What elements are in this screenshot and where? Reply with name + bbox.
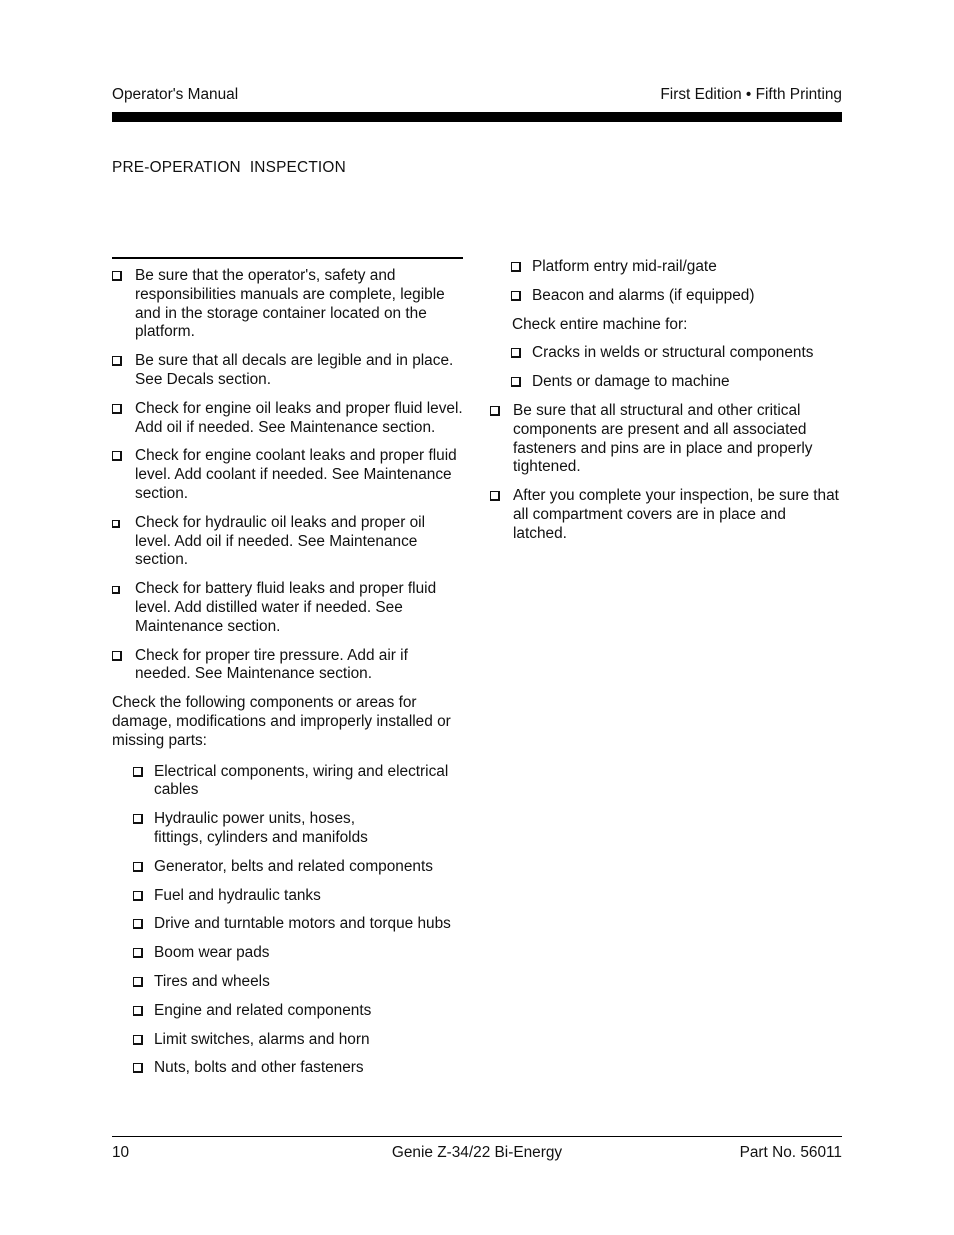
checkbox-icon <box>511 348 521 358</box>
checklist-item <box>112 514 463 570</box>
component-item-text: Beacon and alarms (if equipped) <box>532 286 755 304</box>
checklist-item-text: Be sure that the operator's, safety and responsibilities manuals are complete, legible and in the storage container located on the platform. <box>135 267 445 341</box>
checkbox-icon <box>112 451 122 461</box>
checkbox-icon <box>133 1006 143 1016</box>
header-manual-title: Operator's Manual <box>112 86 239 103</box>
page-number: 10 <box>112 1144 130 1161</box>
checklist-item <box>490 402 842 477</box>
checkbox-icon <box>133 977 143 987</box>
checklist-item <box>112 447 463 503</box>
checkbox-icon <box>112 356 122 366</box>
component-item <box>133 763 463 801</box>
checklist-item <box>112 580 463 636</box>
checkbox-icon <box>112 520 120 528</box>
component-item <box>133 944 463 963</box>
checklist-item-text: Check for engine coolant leaks and proper fluid level. Add coolant if needed. See Maintenance section. <box>135 447 457 502</box>
component-item <box>133 1002 463 1021</box>
checkbox-icon <box>112 586 120 594</box>
component-item-text: Boom wear pads <box>154 944 270 962</box>
component-item <box>133 1031 463 1050</box>
checkbox-icon <box>511 291 521 301</box>
machine-item-text: Cracks in welds or structural components <box>532 344 814 362</box>
component-item <box>133 810 463 848</box>
footer-part-number: Part No. 56011 <box>739 1144 842 1161</box>
checklist-item-text: After you complete your inspection, be sure that all compartment covers are in place and latched. <box>513 487 839 542</box>
component-item-text: Hydraulic power units, hoses, fittings, cylinders and manifolds <box>154 810 368 846</box>
checklist-item <box>112 352 463 390</box>
checklist-item <box>112 400 463 438</box>
component-item-text: Tires and wheels <box>154 972 270 990</box>
component-item <box>133 973 463 992</box>
machine-item <box>511 373 842 392</box>
component-item-text: Platform entry mid-rail/gate <box>532 258 717 275</box>
checklist-item-text: Check for proper tire pressure. Add air if needed. See Maintenance section. <box>135 646 408 683</box>
checkbox-icon <box>133 862 143 872</box>
component-item <box>133 887 463 906</box>
checklist-item-text: Check for battery fluid leaks and proper fluid level. Add distilled water if needed. See Maintenance section. <box>135 580 437 635</box>
component-item-text: Generator, belts and related components <box>154 857 433 875</box>
checkbox-icon <box>133 1063 143 1073</box>
checklist-item <box>112 647 463 685</box>
component-item-text: Engine and related components <box>154 1001 372 1019</box>
checkbox-icon <box>133 814 143 824</box>
right-column <box>490 258 842 554</box>
checkbox-icon <box>133 767 143 777</box>
header-edition: First Edition • Fifth Printing <box>660 86 842 103</box>
components-intro: Check the following components or areas for damage, modifications and improperly installed or missing parts: <box>112 694 451 749</box>
checklist-item <box>490 487 842 543</box>
checklist-item-text: Be sure that all structural and other critical components are present and all associated fasteners and pins are in place and properly tightened. <box>513 401 813 476</box>
component-item <box>511 287 842 306</box>
checklist-item-text: Check for engine oil leaks and proper fluid level. Add oil if needed. See Maintenance section. <box>135 399 463 436</box>
checkbox-icon <box>490 406 500 416</box>
section-title: PRE-OPERATION INSPECTION <box>112 159 346 176</box>
checkbox-icon <box>511 377 521 387</box>
checkbox-icon <box>133 919 143 929</box>
footer-rule <box>112 1136 842 1137</box>
component-item-text: Drive and turntable motors and torque hubs <box>154 915 451 933</box>
component-item-text: Fuel and hydraulic tanks <box>154 886 321 904</box>
component-item <box>511 258 842 277</box>
component-item <box>133 1059 463 1078</box>
left-column <box>112 257 463 1088</box>
component-item-text: Electrical components, wiring and electrical cables <box>154 762 449 799</box>
header-bar <box>112 112 842 122</box>
checkbox-icon <box>490 491 500 501</box>
checkbox-icon <box>511 262 521 272</box>
component-item <box>133 858 463 877</box>
component-item-text: Nuts, bolts and other fasteners <box>154 1059 364 1077</box>
checkbox-icon <box>112 651 122 661</box>
checklist-item-text: Be sure that all decals are legible and in place. See Decals section. <box>135 352 454 388</box>
component-item-text: Limit switches, alarms and horn <box>154 1030 370 1048</box>
checkbox-icon <box>133 891 143 901</box>
component-item <box>133 915 463 934</box>
footer-model: Genie Z-34/22 Bi-Energy <box>391 1144 563 1161</box>
checkbox-icon <box>112 271 122 281</box>
machine-item-text: Dents or damage to machine <box>532 373 730 391</box>
checkbox-icon <box>112 404 122 414</box>
checkbox-icon <box>133 1035 143 1045</box>
checkbox-icon <box>133 948 143 958</box>
checklist-item-text: Check for hydraulic oil leaks and proper oil level. Add oil if needed. See Maintenance section. <box>135 513 426 569</box>
checklist-item <box>112 267 463 342</box>
machine-item <box>511 344 842 363</box>
machine-intro: Check entire machine for: <box>512 315 688 333</box>
